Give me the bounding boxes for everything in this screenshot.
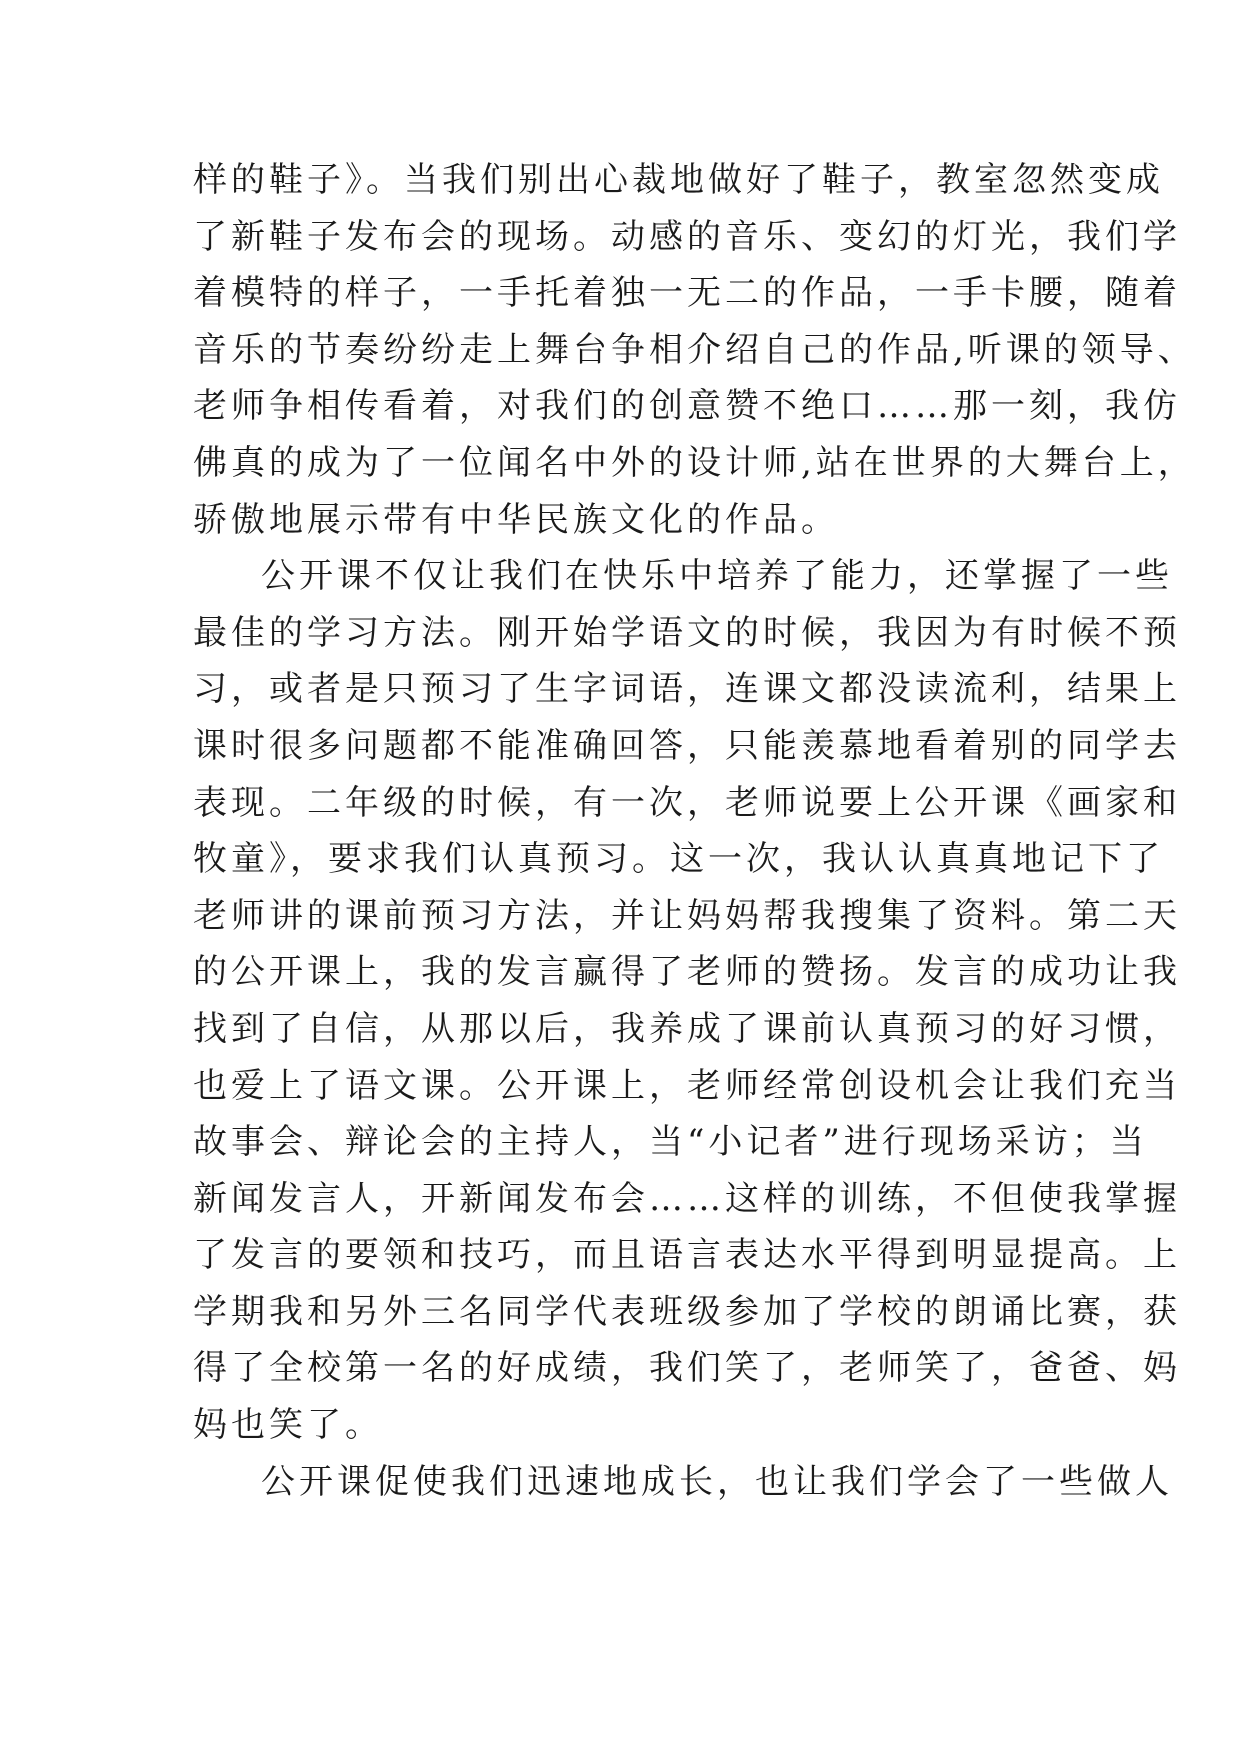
text-line: 妈也笑了。	[193, 1405, 383, 1446]
text-line: 得了全校第一名的好成绩，我们笑了，老师笑了，爸爸、妈	[193, 1348, 1181, 1389]
text-line: 老师讲的课前预习方法，并让妈妈帮我搜集了资料。第二天	[193, 895, 1181, 936]
body-text	[193, 152, 1196, 1510]
text-line: 故事会、辩论会的主持人，当“小记者”进行现场采访；当	[193, 1122, 1148, 1163]
text-line: 了新鞋子发布会的现场。动感的音乐、变幻的灯光，我们学	[193, 216, 1181, 257]
paragraph-first-line: 公开课不仅让我们在快乐中培养了能力，还掌握了一些	[261, 556, 1173, 597]
text-line: 的公开课上，我的发言赢得了老师的赞扬。发言的成功让我	[193, 952, 1181, 993]
text-line: 音乐的节奏纷纷走上舞台争相介绍自己的作品,听课的领导、	[193, 329, 1196, 370]
text-line: 着模特的样子，一手托着独一无二的作品，一手卡腰，随着	[193, 273, 1181, 314]
text-line: 牧童》，要求我们认真预习。这一次，我认认真真地记下了	[193, 839, 1164, 880]
text-line: 新闻发言人，开新闻发布会……这样的训练，不但使我掌握	[193, 1178, 1181, 1219]
text-line: 最佳的学习方法。刚开始学语文的时候，我因为有时候不预	[193, 612, 1181, 653]
text-line: 样的鞋子》。当我们别出心裁地做好了鞋子，教室忽然变成	[193, 160, 1164, 200]
text-line: 习，或者是只预习了生字词语，连课文都没读流利，结果上	[193, 669, 1181, 710]
text-line: 找到了自信，从那以后，我养成了课前认真预习的好习惯，	[193, 1008, 1181, 1049]
text-line: 学期我和另外三名同学代表班级参加了学校的朗诵比赛，获	[193, 1291, 1181, 1332]
text-line: 佛真的成为了一位闻名中外的设计师,站在世界的大舞台上，	[193, 442, 1196, 483]
text-line: 表现。二年级的时候，有一次，老师说要上公开课《画家和	[193, 782, 1181, 823]
paragraph-first-line: 公开课促使我们迅速地成长，也让我们学会了一些做人	[261, 1461, 1173, 1502]
text-line: 也爱上了语文课。公开课上，老师经常创设机会让我们充当	[193, 1065, 1181, 1106]
text-line: 老师争相传看着，对我们的创意赞不绝口……那一刻，我仿	[193, 386, 1181, 427]
text-line: 课时很多问题都不能准确回答，只能羡慕地看着别的同学去	[193, 725, 1181, 766]
text-line: 骄傲地展示带有中华民族文化的作品。	[193, 499, 839, 540]
text-line: 了发言的要领和技巧，而且语言表达水平得到明显提高。上	[193, 1235, 1181, 1276]
